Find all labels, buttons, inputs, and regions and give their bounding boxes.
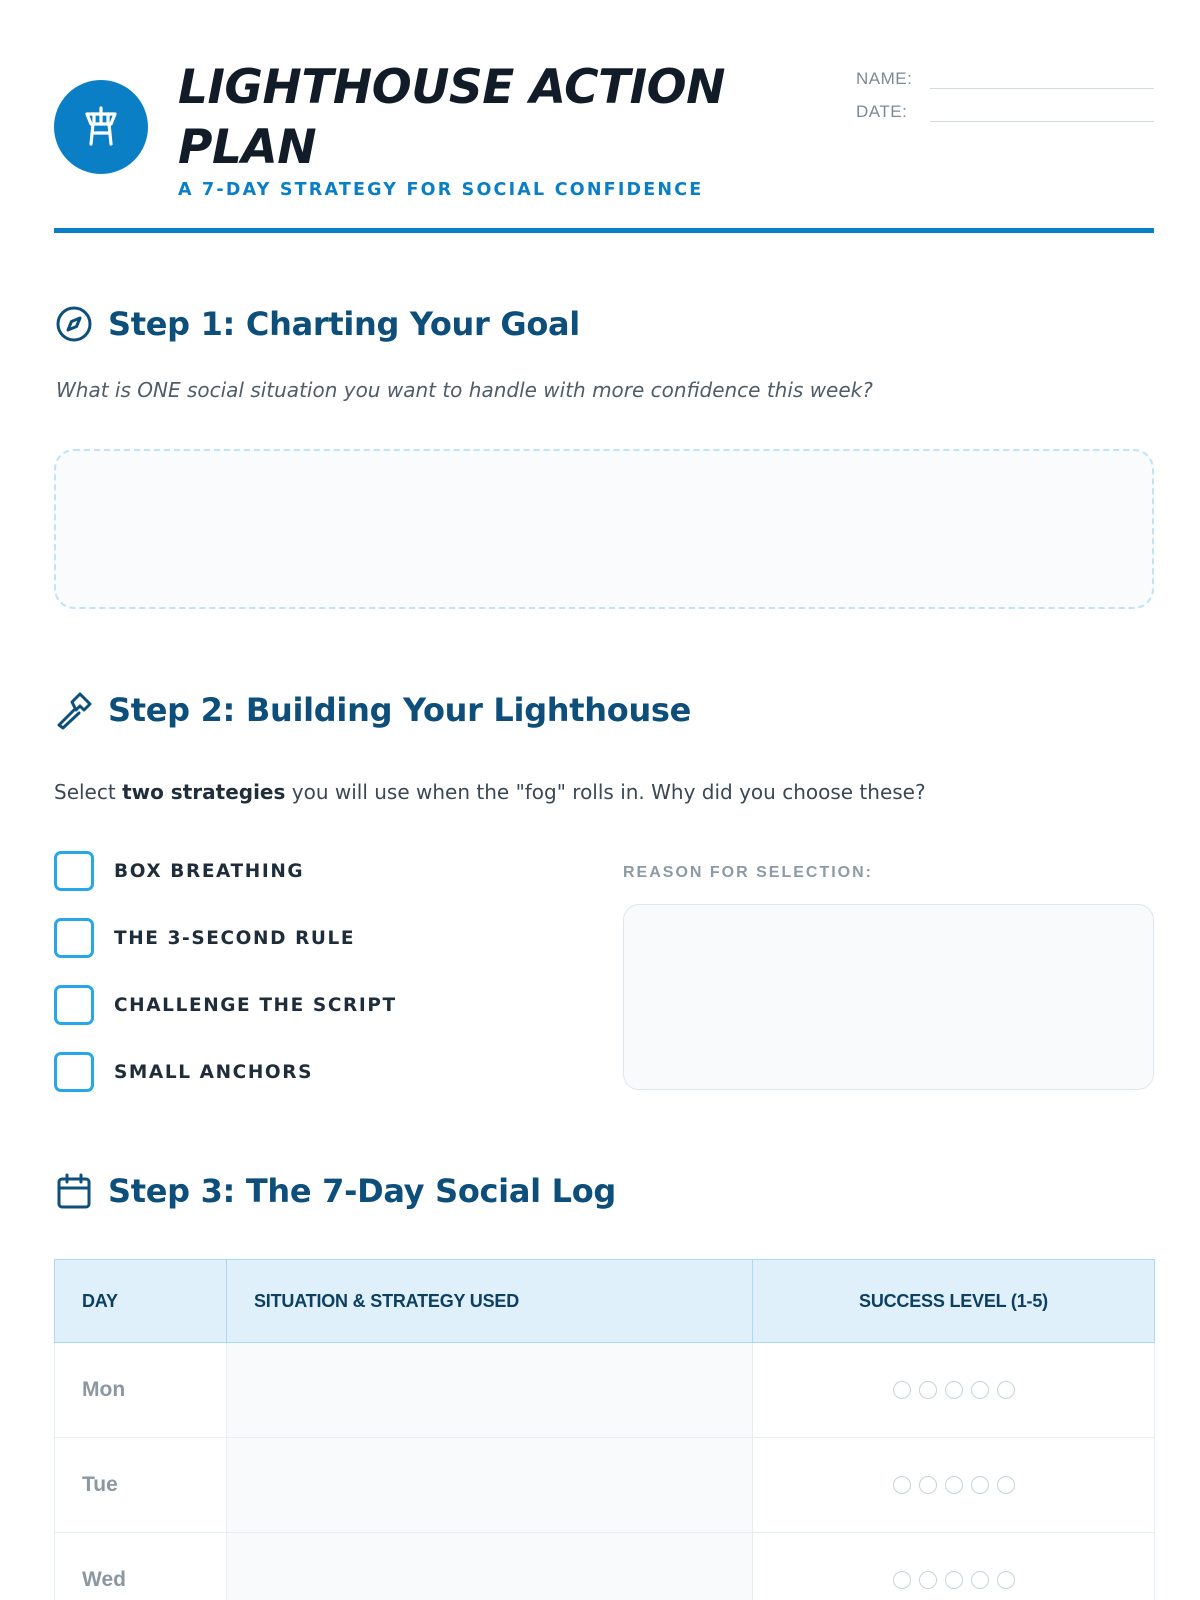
rating-circle[interactable]: [893, 1476, 911, 1494]
step1-title: Step 1: Charting Your Goal: [108, 305, 580, 343]
rating-circle[interactable]: [893, 1381, 911, 1399]
situation-cell[interactable]: [227, 1438, 753, 1533]
rating-circle[interactable]: [997, 1571, 1015, 1589]
situation-cell[interactable]: [227, 1533, 753, 1600]
social-log-table: [54, 1259, 1155, 1600]
name-label: NAME:: [856, 69, 913, 88]
strategy-label: CHALLENGE THE SCRIPT: [114, 994, 397, 1016]
instruction-text-start: Select: [54, 780, 123, 804]
success-rating: [753, 1343, 1155, 1438]
step3-heading: [54, 1171, 616, 1211]
strategy-checkbox[interactable]: [54, 918, 94, 958]
lighthouse-icon: [78, 104, 124, 150]
column-header-situation: SITUATION & STRATEGY USED: [227, 1260, 753, 1343]
success-rating: [753, 1438, 1155, 1533]
strategy-label: THE 3-SECOND RULE: [114, 927, 356, 949]
page-title: [178, 58, 818, 178]
day-cell: Mon: [55, 1343, 227, 1438]
rating-circle[interactable]: [945, 1571, 963, 1589]
rating-circle[interactable]: [971, 1476, 989, 1494]
rating-circle[interactable]: [919, 1571, 937, 1589]
reason-input-box[interactable]: [623, 904, 1154, 1090]
strategy-checklist: [54, 851, 614, 1119]
table-row: [55, 1438, 1155, 1533]
page-title-line-2: PLAN: [178, 120, 317, 175]
rating-circle[interactable]: [945, 1476, 963, 1494]
column-header-success: SUCCESS LEVEL (1-5): [753, 1260, 1155, 1343]
rating-circle[interactable]: [971, 1571, 989, 1589]
rating-circle[interactable]: [919, 1381, 937, 1399]
strategy-checkbox[interactable]: [54, 985, 94, 1025]
date-label: DATE:: [856, 102, 908, 121]
instruction-emphasis: two strategies: [122, 780, 286, 804]
step2-heading: [54, 690, 691, 730]
header-divider: [54, 228, 1154, 233]
table-row: [55, 1533, 1155, 1600]
strategy-checkbox[interactable]: [54, 851, 94, 891]
page-title-line-1: LIGHTHOUSE ACTION: [178, 60, 725, 115]
reason-label: REASON FOR SELECTION:: [623, 864, 874, 881]
day-cell: Tue: [55, 1438, 227, 1533]
instruction-text-end: you will use when the "fog" rolls in. Why did you choose these?: [285, 780, 926, 804]
name-row: [856, 56, 1154, 89]
rating-circle[interactable]: [971, 1381, 989, 1399]
strategy-checkbox[interactable]: [54, 1052, 94, 1092]
compass-icon: [54, 304, 94, 344]
strategy-label: SMALL ANCHORS: [114, 1061, 314, 1083]
rating-circle[interactable]: [893, 1571, 911, 1589]
step1-prompt: What is ONE social situation you want to handle with more confidence this week?: [56, 378, 873, 402]
rating-circle[interactable]: [945, 1381, 963, 1399]
table-header-row: [55, 1260, 1155, 1343]
goal-input-box[interactable]: [54, 449, 1154, 609]
strategy-option[interactable]: [54, 1052, 614, 1092]
rating-circle[interactable]: [919, 1476, 937, 1494]
rating-circle[interactable]: [997, 1476, 1015, 1494]
date-field[interactable]: [930, 100, 1154, 122]
strategy-label: BOX BREATHING: [114, 860, 305, 882]
header: [54, 52, 1154, 238]
page-subtitle: A 7-DAY STRATEGY FOR SOCIAL CONFIDENCE: [178, 180, 704, 200]
table-row: [55, 1343, 1155, 1438]
column-header-day: DAY: [55, 1260, 227, 1343]
name-field[interactable]: [930, 67, 1154, 89]
step2-title: Step 2: Building Your Lighthouse: [108, 691, 692, 729]
logo-badge: [54, 80, 148, 174]
date-row: [856, 89, 1154, 122]
calendar-icon: [54, 1171, 94, 1211]
hammer-icon: [54, 690, 94, 730]
strategy-option[interactable]: [54, 851, 614, 891]
step1-heading: [54, 304, 580, 344]
step3-title: Step 3: The 7-Day Social Log: [108, 1172, 617, 1210]
situation-cell[interactable]: [227, 1343, 753, 1438]
rating-circle[interactable]: [997, 1381, 1015, 1399]
success-rating: [753, 1533, 1155, 1600]
name-date-fields: [856, 56, 1154, 122]
strategy-option[interactable]: [54, 985, 614, 1025]
day-cell: Wed: [55, 1533, 227, 1600]
strategy-option[interactable]: [54, 918, 614, 958]
step2-instruction: [54, 780, 926, 804]
